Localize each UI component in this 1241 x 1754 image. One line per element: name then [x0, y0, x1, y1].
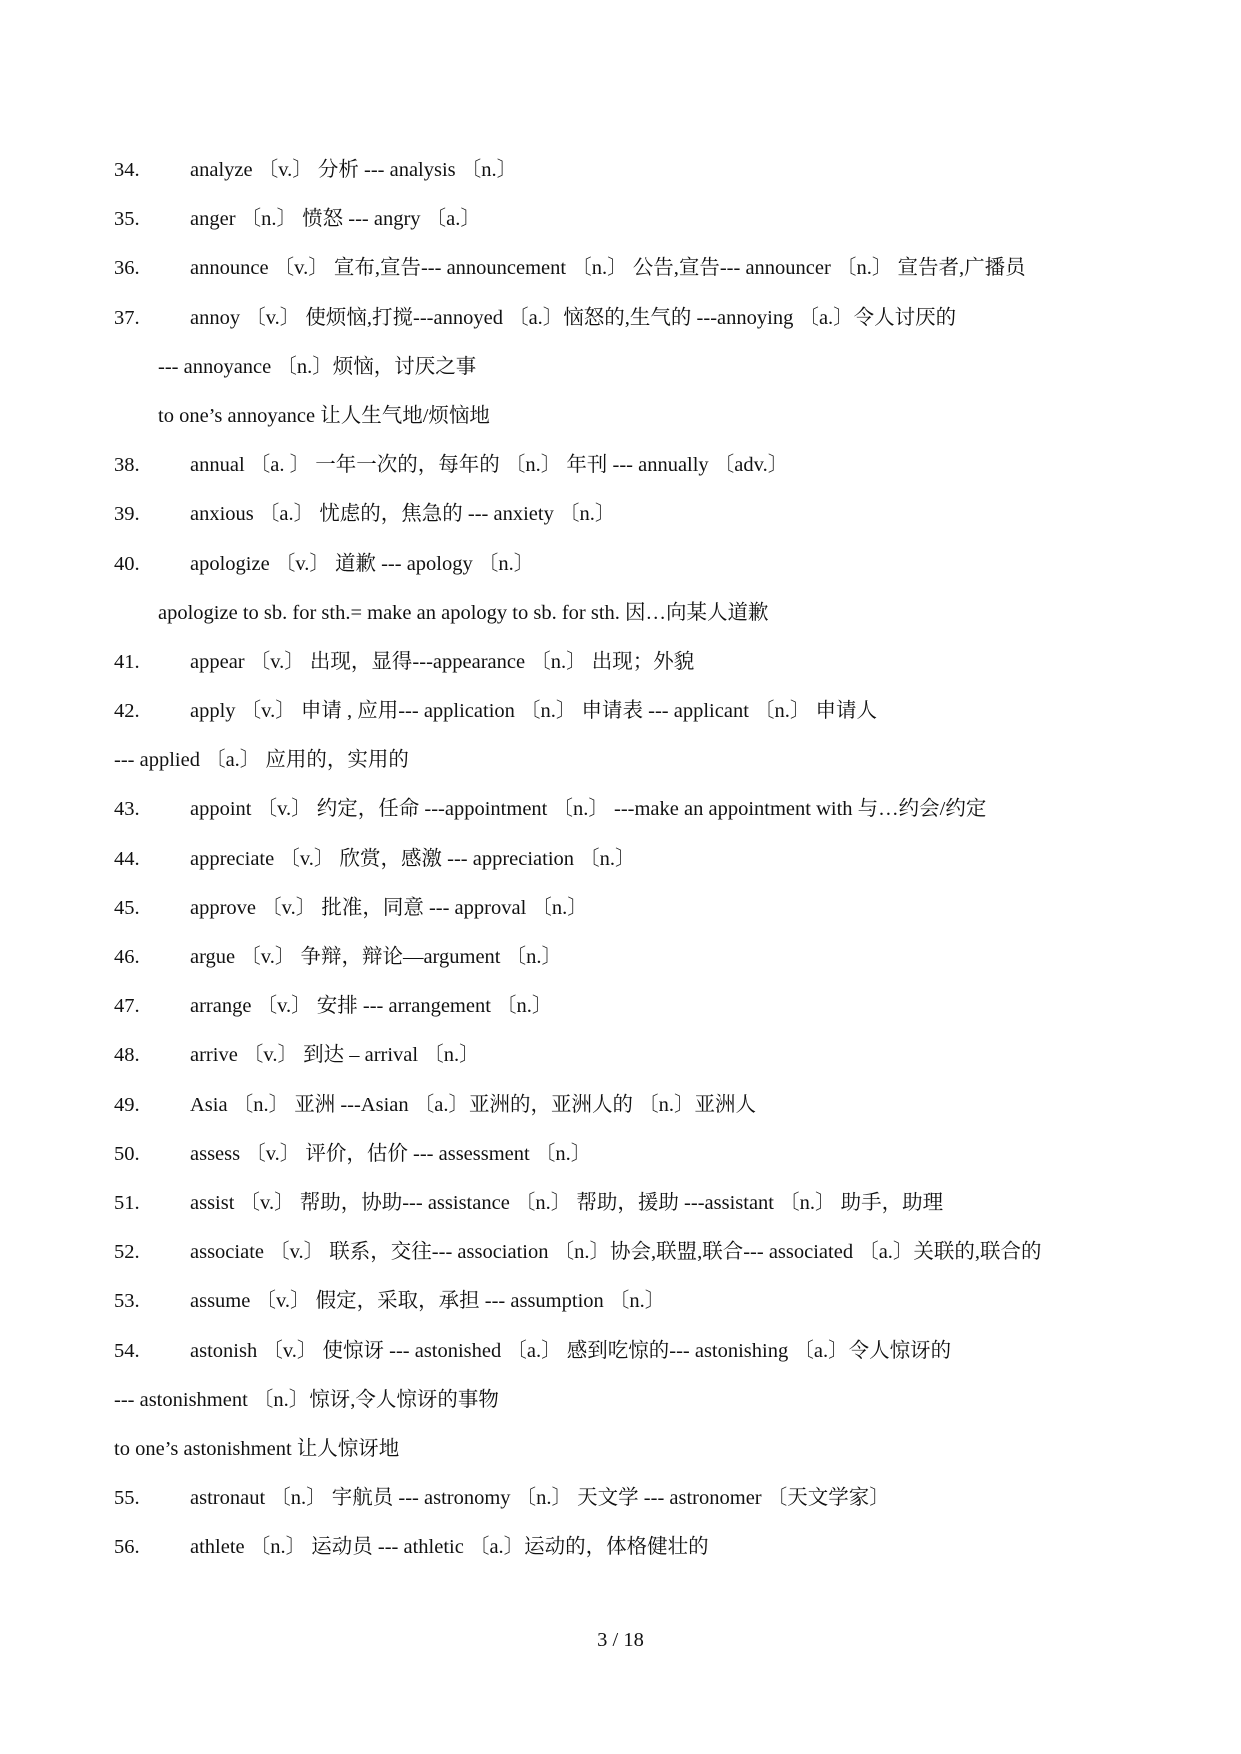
- entry-number: 36.: [114, 257, 140, 280]
- entry-continuation-line: [114, 392, 1154, 441]
- entry-text: appoint 〔v.〕 约定，任命 ---appointment 〔n.〕 ---make an appointment with 与…约会/约定: [190, 798, 987, 821]
- entry-text: to one’s annoyance 让人生气地/烦恼地: [158, 404, 490, 427]
- entry-text: astronaut 〔n.〕 宇航员 --- astronomy 〔n.〕 天文学 --- astronomer 〔天文学家〕: [190, 1487, 890, 1510]
- entry-number: 48.: [114, 1044, 140, 1067]
- entry-text: apply 〔v.〕 申请 , 应用--- application 〔n.〕 申请表 --- applicant 〔n.〕 申请人: [190, 700, 878, 723]
- entry-number: 45.: [114, 896, 140, 919]
- vocab-entry: [114, 933, 1154, 982]
- entry-continuation-line: [114, 1376, 1154, 1425]
- entry-number: 44.: [114, 847, 140, 870]
- entry-text: assist 〔v.〕 帮助，协助--- assistance 〔n.〕 帮助，援助 ---assistant 〔n.〕 助手，助理: [190, 1191, 944, 1214]
- vocab-entry: [114, 835, 1154, 884]
- entry-text: assess 〔v.〕 评价，估价 --- assessment 〔n.〕: [190, 1142, 592, 1165]
- entry-number: 49.: [114, 1093, 140, 1116]
- entry-number: 55.: [114, 1487, 140, 1510]
- entry-text: Asia 〔n.〕 亚洲 ---Asian 〔a.〕亚洲的，亚洲人的 〔n.〕亚洲人: [190, 1093, 756, 1116]
- vocab-entry: [114, 441, 1154, 490]
- entry-number: 47.: [114, 995, 140, 1018]
- entry-text: appear 〔v.〕 出现，显得---appearance 〔n.〕 出现；外貌: [190, 650, 695, 673]
- vocab-entry: [114, 294, 1154, 343]
- entry-text: analyze 〔v.〕 分析 --- analysis 〔n.〕: [190, 159, 518, 181]
- entry-text: annual 〔a. 〕 一年一次的，每年的 〔n.〕 年刊 --- annually 〔adv.〕: [190, 454, 789, 477]
- entry-number: 42.: [114, 700, 140, 723]
- vocabulary-list: [114, 146, 1154, 1572]
- vocab-entry: [114, 1031, 1154, 1080]
- entry-text: apologize to sb. for sth.= make an apology to sb. for sth. 因…向某人道歉: [158, 601, 769, 624]
- vocab-entry: [114, 1228, 1154, 1277]
- vocab-entry: [114, 638, 1154, 687]
- entry-number: 51.: [114, 1191, 140, 1214]
- vocab-entry: [114, 982, 1154, 1031]
- entry-number: 41.: [114, 650, 140, 673]
- vocab-entry: [114, 1081, 1154, 1130]
- entry-number: 43.: [114, 798, 140, 821]
- entry-number: 40.: [114, 552, 140, 575]
- entry-number: 53.: [114, 1290, 140, 1313]
- entry-continuation-line: [114, 1425, 1154, 1474]
- entry-text: apologize 〔v.〕 道歉 --- apology 〔n.〕: [190, 552, 535, 575]
- vocab-entry: [114, 785, 1154, 834]
- vocab-entry: [114, 1474, 1154, 1523]
- vocab-entry: [114, 146, 1154, 195]
- entry-text: to one’s astonishment 让人惊讶地: [114, 1437, 400, 1460]
- entry-number: 38.: [114, 454, 140, 477]
- entry-text: annoy 〔v.〕 使烦恼,打搅---annoyed 〔a.〕恼怒的,生气的 ---annoying 〔a.〕令人讨厌的: [190, 306, 957, 329]
- page-number: 3 / 18: [597, 1629, 644, 1651]
- vocab-entry: [114, 244, 1154, 293]
- entry-number: 54.: [114, 1339, 140, 1362]
- entry-text: approve 〔v.〕 批准，同意 --- approval 〔n.〕: [190, 896, 588, 919]
- entry-text: associate 〔v.〕 联系，交往--- association 〔n.〕协会,联盟,联合--- associated 〔a.〕关联的,联合的: [190, 1241, 1042, 1264]
- entry-number: 52.: [114, 1241, 140, 1264]
- entry-number: 50.: [114, 1142, 140, 1165]
- entry-number: 39.: [114, 503, 140, 526]
- entry-text: --- astonishment 〔n.〕惊讶,令人惊讶的事物: [114, 1388, 499, 1411]
- entry-text: argue 〔v.〕 争辩，辩论—argument 〔n.〕: [190, 946, 562, 968]
- vocab-entry: [114, 195, 1154, 244]
- entry-text: appreciate 〔v.〕 欣赏，感激 --- appreciation 〔n.〕: [190, 847, 636, 870]
- entry-number: 56.: [114, 1536, 140, 1559]
- entry-text: anger 〔n.〕 愤怒 --- angry 〔a.〕: [190, 208, 481, 231]
- vocab-entry: [114, 687, 1154, 736]
- entry-continuation-line: [114, 736, 1154, 785]
- vocab-entry: [114, 1130, 1154, 1179]
- entry-text: astonish 〔v.〕 使惊讶 --- astonished 〔a.〕 感到吃惊的--- astonishing 〔a.〕令人惊讶的: [190, 1339, 952, 1362]
- vocab-entry: [114, 884, 1154, 933]
- entry-number: 37.: [114, 306, 140, 329]
- entry-text: arrive 〔v.〕 到达 – arrival 〔n.〕: [190, 1044, 480, 1067]
- vocab-entry: [114, 1523, 1154, 1572]
- entry-text: --- applied 〔a.〕 应用的，实用的: [114, 749, 409, 772]
- vocab-entry: [114, 1179, 1154, 1228]
- vocab-entry: [114, 1327, 1154, 1376]
- entry-number: 34.: [114, 159, 140, 181]
- entry-text: --- annoyance 〔n.〕烦恼，讨厌之事: [158, 355, 477, 378]
- entry-text: arrange 〔v.〕 安排 --- arrangement 〔n.〕: [190, 995, 553, 1018]
- entry-text: announce 〔v.〕 宣布,宣告--- announcement 〔n.〕 公告,宣告--- announcer 〔n.〕 宣告者,广播员: [190, 257, 1026, 280]
- entry-text: athlete 〔n.〕 运动员 --- athletic 〔a.〕运动的，体格健壮的: [190, 1536, 709, 1559]
- entry-text: assume 〔v.〕 假定，采取，承担 --- assumption 〔n.〕: [190, 1290, 666, 1313]
- vocab-entry: [114, 540, 1154, 589]
- entry-number: 35.: [114, 208, 140, 231]
- vocab-entry: [114, 490, 1154, 539]
- vocab-entry: [114, 1277, 1154, 1326]
- entry-text: anxious 〔a.〕 忧虑的，焦急的 --- anxiety 〔n.〕: [190, 503, 616, 526]
- entry-continuation-line: [114, 343, 1154, 392]
- entry-continuation-line: [114, 589, 1154, 638]
- entry-number: 46.: [114, 946, 140, 968]
